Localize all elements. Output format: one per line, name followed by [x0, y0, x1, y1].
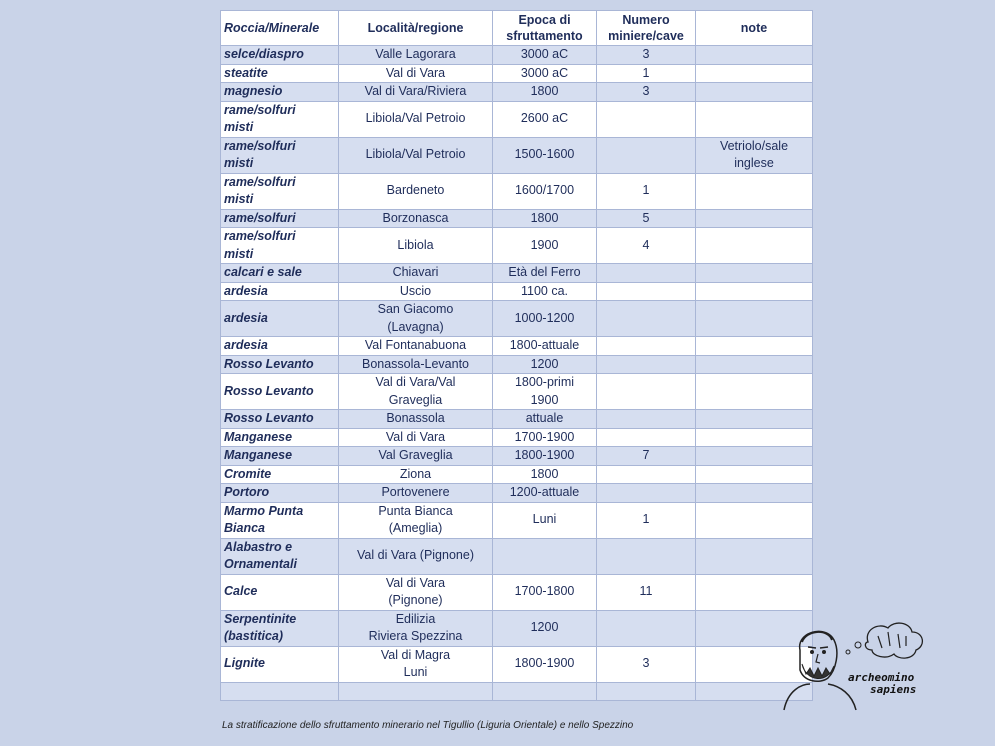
table-cell: [696, 83, 813, 102]
table-cell: [597, 574, 696, 610]
table-cell: [696, 337, 813, 356]
table-body: [221, 46, 813, 701]
table-cell: [221, 337, 339, 356]
table-cell: [493, 355, 597, 374]
logo-line2: sapiens: [870, 683, 917, 696]
table-cell: [597, 209, 696, 228]
cell-text: 3000 aC: [520, 47, 569, 61]
table-cell: [696, 574, 813, 610]
table-cell: [339, 101, 493, 137]
table-cell: [339, 264, 493, 283]
table-row: [221, 484, 813, 503]
cell-text: Val di Vara: [385, 65, 446, 80]
cell-text: rame/solfuri: [224, 210, 296, 225]
cell-text: 5: [642, 210, 650, 225]
cell-text: magnesio: [224, 84, 283, 98]
cell-text: Val di Vara: [385, 429, 446, 444]
table-cell: [597, 610, 696, 646]
table-cell: [696, 282, 813, 301]
table-cell: [696, 228, 813, 264]
cell-text: 1: [642, 65, 650, 80]
table-cell: [339, 447, 493, 466]
column-header-label: Epoca di sfruttamento: [506, 13, 583, 43]
cell-text: Rosso Levanto: [224, 356, 314, 371]
table-row: [221, 465, 813, 484]
table-cell: [597, 646, 696, 682]
table-cell: [339, 46, 493, 65]
table-cell: [221, 83, 339, 102]
table-cell: [339, 83, 493, 102]
table-cell: [597, 484, 696, 503]
table-row: [221, 447, 813, 466]
cell-text: 1: [642, 183, 650, 198]
caveman-sketch-icon: [778, 612, 938, 712]
table-cell: [221, 428, 339, 447]
cell-text: Val di Vara/Riviera: [364, 84, 467, 98]
table-cell: [493, 574, 597, 610]
table-row: [221, 173, 813, 209]
cell-text: 1800-1900: [514, 656, 575, 671]
table-cell: [696, 264, 813, 283]
table-cell: [221, 538, 339, 574]
table-cell: [221, 484, 339, 503]
cell-text: Rosso Levanto: [224, 411, 314, 425]
table-cell: [696, 137, 813, 173]
table-row: [221, 301, 813, 337]
table-cell: [696, 465, 813, 484]
table-cell: [597, 301, 696, 337]
cell-text: Alabastro e Ornamentali: [224, 539, 297, 571]
table-cell: [339, 610, 493, 646]
table-cell: [493, 46, 597, 65]
table-cell: [597, 682, 696, 700]
table-cell: [696, 484, 813, 503]
cell-text: Calce: [224, 584, 258, 599]
cell-text: 3: [642, 656, 650, 671]
table-cell: [339, 64, 493, 83]
cell-text: calcari e sale: [224, 265, 302, 279]
table-cell: [339, 337, 493, 356]
table-cell: [493, 538, 597, 574]
table-cell: [339, 646, 493, 682]
cell-text: Uscio: [399, 283, 432, 298]
cell-text: Manganese: [224, 448, 293, 462]
cell-text: Rosso Levanto: [224, 383, 314, 398]
cell-text: Cromite: [224, 466, 272, 481]
table-cell: [493, 209, 597, 228]
cell-text: 11: [639, 584, 653, 599]
table-cell: [221, 228, 339, 264]
cell-text: 1600/1700: [514, 183, 575, 198]
table-cell: [493, 264, 597, 283]
table-cell: [493, 101, 597, 137]
cell-text: Vetriolo/sale inglese: [719, 138, 789, 170]
cell-text: 1500-1600: [514, 147, 575, 162]
table-caption: La stratificazione dello sfruttamento minerario nel Tigullio (Liguria Orientale) e nello Spezzino: [222, 720, 634, 731]
cell-text: rame/solfuri misti: [224, 102, 296, 134]
cell-text: 1: [642, 512, 650, 527]
cell-text: 3: [642, 47, 650, 61]
table-cell: [493, 410, 597, 429]
cell-text: Chiavari: [392, 265, 439, 279]
cell-text: 7: [642, 448, 650, 462]
cell-text: Età del Ferro: [508, 265, 581, 279]
cell-text: Val di Vara/Val Graveglia: [375, 375, 456, 407]
table-cell: [696, 447, 813, 466]
table-cell: [339, 173, 493, 209]
table-cell: [221, 46, 339, 65]
cell-text: 1800: [530, 210, 559, 225]
column-header: [221, 11, 339, 46]
table-row: [221, 646, 813, 682]
table-row: [221, 410, 813, 429]
cell-text: Marmo Punta Bianca: [224, 503, 304, 535]
table-cell: [339, 355, 493, 374]
table-cell: [597, 173, 696, 209]
table-row: [221, 83, 813, 102]
table-cell: [221, 374, 339, 410]
cell-text: Val di Vara (Pignone): [357, 548, 474, 563]
table-cell: [597, 428, 696, 447]
minerals-table: [220, 10, 789, 701]
cell-text: Val Graveglia: [378, 448, 453, 462]
table-cell: [221, 64, 339, 83]
table-cell: [597, 374, 696, 410]
table-cell: [696, 410, 813, 429]
table-cell: [597, 538, 696, 574]
header-row: [221, 11, 813, 46]
table-cell: [339, 282, 493, 301]
table-row: [221, 264, 813, 283]
cell-text: Ziona: [399, 466, 432, 481]
table-row: [221, 46, 813, 65]
table-row: [221, 337, 813, 356]
table-cell: [493, 428, 597, 447]
table-cell: [493, 337, 597, 356]
table-cell: [221, 574, 339, 610]
cell-text: 1000-1200: [514, 310, 575, 325]
table-cell: [696, 374, 813, 410]
cell-text: 1800-attuale: [509, 338, 580, 352]
table-cell: [339, 228, 493, 264]
cell-text: Manganese: [224, 429, 293, 444]
cell-text: 1700-1900: [514, 429, 575, 444]
table-cell: [493, 610, 597, 646]
table-cell: [597, 83, 696, 102]
table-cell: [493, 173, 597, 209]
table-cell: [597, 447, 696, 466]
table-cell: [696, 46, 813, 65]
table-cell: [493, 83, 597, 102]
table-cell: [493, 137, 597, 173]
cell-text: Borzonasca: [382, 210, 449, 225]
cell-text: rame/solfuri misti: [224, 229, 296, 261]
table-row: [221, 610, 813, 646]
table-cell: [493, 301, 597, 337]
table-row: [221, 428, 813, 447]
cell-text: Bardeneto: [386, 183, 445, 198]
cell-text: 1800-1900: [514, 448, 575, 462]
table-cell: [339, 137, 493, 173]
table-cell: [339, 465, 493, 484]
table-cell: [696, 502, 813, 538]
table-cell: [221, 410, 339, 429]
cell-text: ardesia: [224, 310, 268, 325]
column-header-label: Località/regione: [367, 21, 464, 35]
table-row: [221, 137, 813, 173]
cell-text: Val Fontanabuona: [364, 338, 467, 352]
cell-text: 2600 aC: [520, 111, 569, 126]
cell-text: 1700-1800: [514, 584, 575, 599]
cell-text: Edilizia Riviera Spezzina: [368, 611, 463, 643]
table-cell: [221, 301, 339, 337]
table-cell: [696, 538, 813, 574]
cell-text: Lignite: [224, 656, 265, 671]
brand-logo: [848, 672, 916, 696]
table-cell: [493, 502, 597, 538]
cell-text: Libiola/Val Petroio: [365, 111, 466, 126]
column-header-label: Roccia/Minerale: [224, 21, 320, 35]
column-header: [696, 11, 813, 46]
table-cell: [493, 447, 597, 466]
cell-text: 4: [642, 237, 650, 252]
table-row: [221, 64, 813, 83]
table-cell: [597, 282, 696, 301]
cell-text: Libiola/Val Petroio: [365, 147, 466, 162]
cell-text: 3: [642, 84, 650, 98]
table-cell: [221, 465, 339, 484]
cell-text: steatite: [224, 65, 268, 80]
table-row: [221, 101, 813, 137]
table-cell: [339, 502, 493, 538]
table-cell: [696, 428, 813, 447]
cell-text: 1200: [530, 356, 559, 371]
table-cell: [597, 101, 696, 137]
table-cell: [597, 228, 696, 264]
table-cell: [339, 209, 493, 228]
cell-text: selce/diaspro: [224, 47, 304, 61]
table-cell: [221, 502, 339, 538]
table-cell: [696, 101, 813, 137]
table-cell: [597, 137, 696, 173]
cell-text: 1200-attuale: [509, 485, 580, 499]
table-row: [221, 502, 813, 538]
table-cell: [597, 46, 696, 65]
table-cell: [597, 64, 696, 83]
table-cell: [696, 173, 813, 209]
cell-text: Val di Magra Luni: [380, 647, 451, 679]
cell-text: ardesia: [224, 283, 268, 298]
table-cell: [339, 374, 493, 410]
table-cell: [597, 502, 696, 538]
table-cell: [597, 355, 696, 374]
data-table: [220, 10, 813, 701]
table-row: [221, 209, 813, 228]
table-row: [221, 282, 813, 301]
cell-text: 1800-primi 1900: [514, 375, 575, 407]
table-cell: [221, 209, 339, 228]
table-cell: [696, 209, 813, 228]
cell-text: rame/solfuri misti: [224, 138, 296, 170]
table-cell: [696, 64, 813, 83]
cell-text: ardesia: [224, 338, 268, 352]
table-cell: [221, 447, 339, 466]
cell-text: Bonassola-Levanto: [361, 356, 470, 371]
cell-text: 1800: [530, 84, 559, 98]
table-cell: [221, 355, 339, 374]
table-cell: [339, 538, 493, 574]
cell-text: attuale: [525, 411, 564, 425]
table-cell: [597, 264, 696, 283]
table-cell: [493, 228, 597, 264]
table-cell: [339, 682, 493, 700]
cell-text: 1100 ca.: [520, 283, 569, 298]
cell-text: 1800: [530, 466, 559, 481]
table-cell: [339, 574, 493, 610]
table-cell: [221, 610, 339, 646]
cell-text: 3000 aC: [520, 65, 569, 80]
table-cell: [696, 301, 813, 337]
cell-text: 1200: [530, 620, 559, 635]
cell-text: Val di Vara (Pignone): [385, 575, 446, 607]
column-header-label: Numero miniere/cave: [608, 13, 684, 43]
column-header: [597, 11, 696, 46]
cell-text: Valle Lagorara: [375, 47, 456, 61]
cell-text: San Giacomo (Lavagna): [377, 302, 454, 334]
column-header: [339, 11, 493, 46]
table-cell: [221, 682, 339, 700]
table-cell: [339, 484, 493, 503]
table-row: [221, 228, 813, 264]
table-row: [221, 355, 813, 374]
table-cell: [221, 137, 339, 173]
table-cell: [221, 101, 339, 137]
table-cell: [493, 484, 597, 503]
column-header-label: note: [740, 21, 768, 35]
table-cell: [221, 173, 339, 209]
cell-text: Libiola: [397, 237, 434, 252]
cell-text: Portoro: [224, 485, 270, 499]
table-cell: [221, 264, 339, 283]
table-cell: [597, 465, 696, 484]
table-row: [221, 374, 813, 410]
cell-text: rame/solfuri misti: [224, 174, 296, 206]
table-cell: [493, 64, 597, 83]
cell-text: Luni: [532, 512, 557, 527]
cell-text: Portovenere: [381, 485, 450, 499]
table-cell: [597, 410, 696, 429]
table-row: [221, 682, 813, 700]
table-cell: [493, 646, 597, 682]
table-cell: [221, 282, 339, 301]
table-row: [221, 538, 813, 574]
cell-text: Punta Bianca (Ameglia): [378, 503, 453, 535]
logo-line1: archeomino: [848, 671, 915, 684]
table-row: [221, 574, 813, 610]
table-cell: [221, 646, 339, 682]
table-cell: [493, 282, 597, 301]
table-cell: [339, 410, 493, 429]
table-cell: [339, 428, 493, 447]
cell-text: Bonassola: [386, 411, 445, 425]
table-cell: [493, 374, 597, 410]
table-cell: [696, 355, 813, 374]
column-header: [493, 11, 597, 46]
table-cell: [493, 465, 597, 484]
cell-text: Serpentinite (bastitica): [224, 611, 297, 643]
table-cell: [493, 682, 597, 700]
table-cell: [339, 301, 493, 337]
table-cell: [597, 337, 696, 356]
cell-text: 1900: [530, 237, 559, 252]
